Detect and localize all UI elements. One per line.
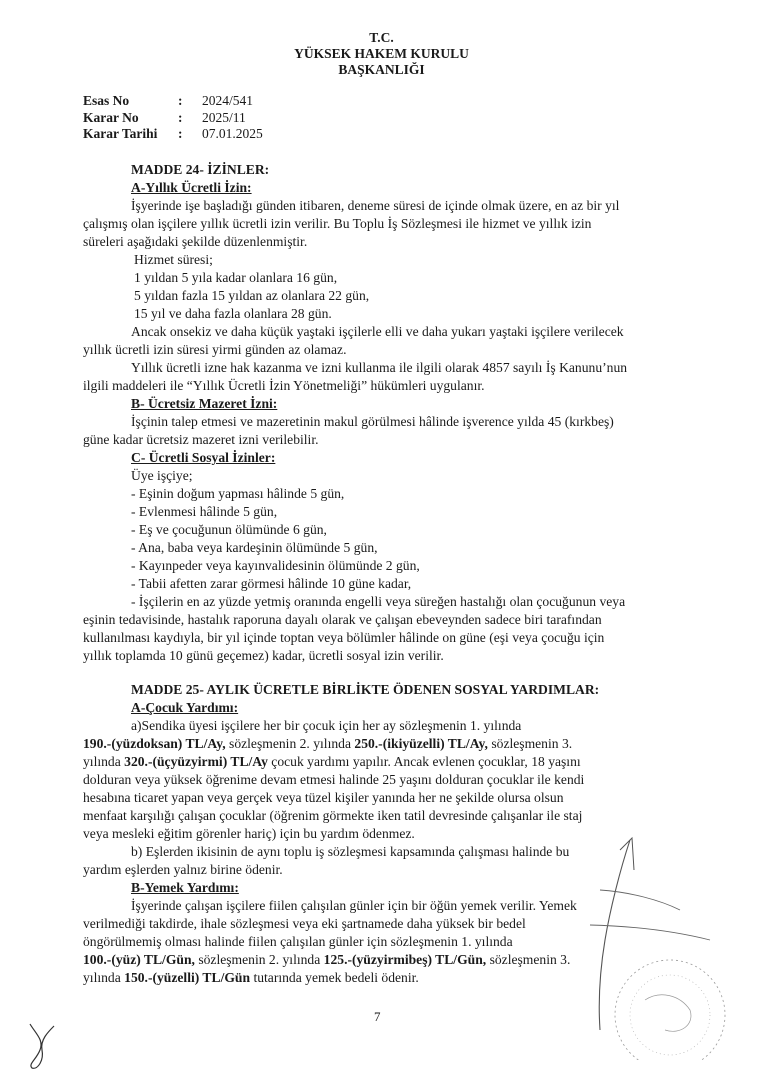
meta-key: Karar Tarihi [83,126,158,141]
paragraph-line: Yıllık ücretli izne hak kazanma ve izni kullanma ile ilgili olarak 4857 sayılı İş Kanunu’nun [131,360,628,375]
paragraph-line: yıllık ücretli izin süresi yirmi günden az olamaz. [83,342,347,357]
list-item: - Eşinin doğum yapması hâlinde 5 gün, [131,486,345,501]
paragraph-line: ilgili maddeleri ile “Yıllık Ücretli İzin Yönetmeliği” hükümleri uygulanır. [83,378,485,393]
service-period-label: Hizmet süresi; [134,252,213,267]
document-header [0,30,763,78]
list-item: - Tabii afetten zarar görmesi hâlinde 10 güne kadar, [131,576,412,591]
paragraph-line: Ancak onsekiz ve daha küçük yaştaki işçilerle elli ve daha yukarı yaştaki işçilere verilecek [131,324,624,339]
amount-year2: 250.-(ikiyüzelli) TL/Ay, [354,736,488,751]
paragraph-line: veya mesleki eğitim görenler hariç) için bu yardım ödenmez. [83,826,415,841]
paragraph-line [83,753,581,771]
paragraph-line [83,735,572,753]
text-span: tutarında yemek bedeli ödenir. [250,970,419,985]
meta-key: Karar No [83,109,139,125]
paragraph-line [83,969,419,987]
case-meta [83,93,263,143]
paragraph-line: İşyerinde çalışan işçilere fiilen çalışılan günler için bir öğün yemek verilir. Yemek [131,898,577,913]
paragraph-line: çalışmış olan işçilere yıllık ücretli izin verilir. Bu Toplu İş Sözleşmesi ile hizmet ve yıllık izin [83,216,592,231]
list-item: 5 yıldan fazla 15 yıldan az olanlara 22 gün, [134,288,370,303]
text-span: sözleşmenin 3. [487,736,573,751]
paragraph-line: eşinin tedavisinde, hastalık raporuna dayalı olarak ve çalışan ebeveynden sadece biri tarafından [83,612,602,627]
paragraph-line: b) Eşlerden ikisinin de aynı toplu iş sözleşmesi kapsamında çalışması halinde bu [131,844,570,859]
list-item: - Kayınpeder veya kayınvalidesinin ölümünde 2 gün, [131,558,420,573]
article-25-title: MADDE 25- AYLIK ÜCRETLE BİRLİKTE ÖDENEN SOSYAL YARDIMLAR: [131,682,600,697]
paragraph-line: hesabına ticaret yapan veya gerçek veya tüzel kişiler yanında her ne şekilde olursa olsun [83,790,564,805]
paragraph-line: dolduran veya yüksek öğrenime devam etmesi halinde 25 yaşını dolduran çocuklar ile kendi [83,772,585,787]
list-item: - Eş ve çocuğunun ölümünde 6 gün, [131,522,327,537]
text-span: yılında [83,970,125,985]
meta-key: Esas No [83,93,130,108]
text-span: sözleşmenin 2. yılında [194,952,324,967]
text-span: sözleşmenin 2. yılında [225,736,355,751]
article-24-title: MADDE 24- İZİNLER: [131,162,270,177]
paragraph-line: öngörülmemiş olması halinde fiilen çalışılan günler için sözleşmenin 1. yılında [83,934,513,949]
meta-row [83,126,263,143]
initials-mark-icon [22,1020,62,1070]
section-b-title: B- Ücretsiz Mazeret İzni: [131,396,278,411]
meta-value: 2024/541 [202,93,254,108]
paragraph-line: Üye işçiye; [131,468,193,483]
list-item: 1 yıldan 5 yıla kadar olanlara 16 gün, [134,270,338,285]
section-c-title: C- Ücretli Sosyal İzinler: [131,450,276,465]
paragraph-line [83,951,570,969]
text-span: çocuk yardımı yapılır. Ancak evlenen çocuklar, 18 yaşını [267,754,581,769]
paragraph-line: kullanılması kaydıyla, bir yıl içinde toptan veya bölümler hâlinde on güne (eşi veya çocuğu için [83,630,605,645]
meal-amount-year1: 100.-(yüz) TL/Gün, [83,952,195,967]
meal-amount-year3: 150.-(yüzelli) TL/Gün [124,970,251,985]
meta-sep: : [178,109,183,125]
signature-stamp-icon [560,830,740,1060]
paragraph-line: yıllık toplamda 10 günü geçemez) kadar, ücretli sosyal izin verilir. [83,648,444,663]
meta-sep: : [178,93,183,108]
meta-row [83,93,263,110]
paragraph-line: - İşçilerin en az yüzde yetmiş oranında engelli veya süreğen hastalığı olan çocuğunun veya [131,594,626,609]
section-a-title: A-Yıllık Ücretli İzin: [131,180,252,195]
paragraph-line: süreleri aşağıdaki şekilde düzenlenmiştir. [83,234,308,249]
meta-row [83,110,263,127]
section-a-title: A-Çocuk Yardımı: [131,700,239,715]
paragraph-line: yardım eşlerden yalnız birine ödenir. [83,862,283,877]
meta-sep: : [178,126,183,141]
meta-value: 2025/11 [202,109,246,125]
header-line-3: BAŞKANLIĞI [338,62,425,77]
paragraph-line: güne kadar ücretsiz mazeret izni verilebilir. [83,432,319,447]
amount-year1: 190.-(yüzdoksan) TL/Ay, [83,736,226,751]
text-span: yılında [83,754,125,769]
paragraph-line: menfaat karşılığı çalışan çocuklar (öğrenim görmekte iken tatil devresinde çalışanlar ile staj [83,808,583,823]
header-line-1: T.C. [369,30,394,45]
amount-year3: 320.-(üçyüzyirmi) TL/Ay [124,754,268,769]
paragraph-line: İşçinin talep etmesi ve mazeretinin makul görülmesi hâlinde işverence yılda 45 (kırkbeş) [131,414,614,429]
list-item: - Ana, baba veya kardeşinin ölümünde 5 gün, [131,540,378,555]
section-b-title: B-Yemek Yardımı: [131,880,239,895]
meal-amount-year2: 125.-(yüzyirmibeş) TL/Gün, [323,952,487,967]
paragraph-line: İşyerinde işe başladığı günden itibaren, deneme süresi de içinde olmak üzere, en az bir yıl [131,198,620,213]
paragraph-line: verilmediği takdirde, ihale sözleşmesi veya eki şartnamede daha yüksek bir bedel [83,916,526,931]
page-number: 7 [374,1009,381,1024]
list-item: 15 yıl ve daha fazla olanlara 28 gün. [134,306,332,321]
text-span: sözleşmenin 3. [486,952,571,967]
header-line-2: YÜKSEK HAKEM KURULU [294,46,469,61]
paragraph-line: a)Sendika üyesi işçilere her bir çocuk için her ay sözleşmenin 1. yılında [131,718,522,733]
list-item: - Evlenmesi hâlinde 5 gün, [131,504,278,519]
meta-value: 07.01.2025 [202,126,263,141]
